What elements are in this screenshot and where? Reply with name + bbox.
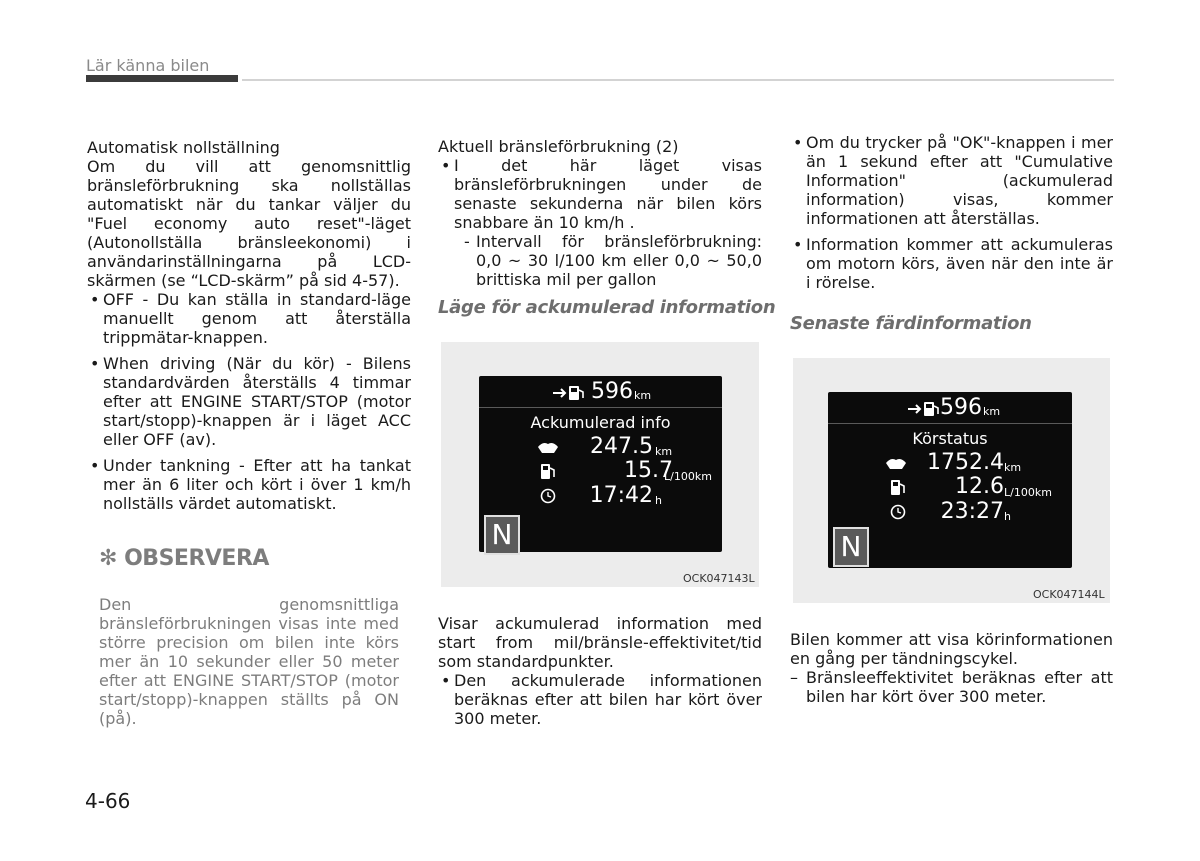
column-3-lower: [790, 630, 1113, 706]
column-1: [87, 138, 411, 513]
cluster-display: [828, 392, 1072, 568]
list-item: • OFF - Du kan ställa in standard-läge manuellt genom att återställa trippmätar-knappen.: [87, 290, 411, 347]
note-text: Den genomsnittliga bränsleförbrukningen visas inte med större precision om bilen inte körs mer än 10 sekunder eller 50 meter efter att ENGINE START/STOP (motor start/stopp)-knappen ställts på ON (på).: [99, 595, 399, 728]
list-item-dash: – Bränsleeffektivitet beräknas efter att bilen har kört över 300 meter.: [790, 668, 1113, 706]
paragraph: Bilen kommer att visa körinformationen en gång per tändningscykel.: [790, 630, 1113, 668]
page-number: 4-66: [85, 789, 131, 813]
distance-unit: km: [655, 445, 673, 458]
column-3: [790, 133, 1113, 292]
list-item: • When driving (När du kör) - Bilens standardvärden återställs 4 timmar efter att ENGINE START/STOP (motor start/stopp)-knappen är i läget ACC eller OFF (av).: [87, 354, 411, 449]
range-unit: km: [634, 389, 652, 402]
paragraph: Visar ackumulerad information med start from mil/bränsle-effektivitet/tid som standardpunkter.: [438, 614, 762, 671]
range-unit: km: [983, 405, 1001, 418]
range-value: 596: [591, 379, 633, 404]
note-title: [99, 546, 269, 571]
distance-unit: km: [1004, 461, 1022, 474]
paragraph: Om du vill att genomsnittlig bränsleförbrukning ska nollställas automatiskt när du tankar väljer du "Fuel economy auto reset"-läget (Autonollställa bränsleekonomi) i användarinställningarna på LCD-skärmen (se “LCD-skärm” på sid 4-57).: [87, 157, 411, 290]
display-title: Ackumulerad info: [530, 413, 671, 432]
figure-code: OCK047143L: [683, 572, 755, 585]
range-row: [828, 392, 1072, 424]
list-item: • I det här läget visas bränsleförbrukningen under de senaste sekunderna när bilen körs snabbare än 10 km/h .: [438, 156, 762, 232]
list-item-dash: - Intervall för bränsleförbrukning: 0,0 ~ 30 l/100 km eller 0,0 ~ 50,0 brittiska mil per gallon: [438, 232, 762, 289]
section-title-recent-trip: Senaste färdinformation: [790, 313, 1032, 334]
column-2-lower: [438, 614, 762, 728]
list-item: • Information kommer att ackumuleras om motorn körs, även när den inte är i rörelse.: [790, 235, 1113, 292]
gear-indicator: N: [833, 527, 869, 567]
clock-icon: [540, 488, 556, 504]
distance-icon: [537, 440, 559, 454]
distance-icon: [885, 456, 907, 470]
fuel-pump-icon: [890, 479, 906, 496]
list-item: • Den ackumulerade informationen beräknas efter att bilen har kört över 300 meter.: [438, 671, 762, 728]
fuel-range-icon: [551, 384, 589, 402]
fuel-unit: L/100km: [664, 470, 712, 483]
distance-value: 1752.4: [927, 450, 1004, 475]
note-title-text: OBSERVERA: [124, 546, 269, 571]
list-item: • Under tankning - Efter att ha tankat mer än 6 liter och kört i över 1 km/h nollställs värdet automatiskt.: [87, 456, 411, 513]
range-row: [479, 376, 722, 408]
time-unit: h: [655, 494, 662, 507]
time-unit: h: [1004, 510, 1011, 523]
fuel-value: 15.7: [624, 458, 673, 483]
heading-current-fuel: Aktuell bränsleförbrukning (2): [438, 137, 679, 156]
fuel-value: 12.6: [955, 474, 1004, 499]
heading-auto-reset: Automatisk nollställning: [87, 138, 280, 157]
display-title: Körstatus: [912, 429, 988, 448]
time-value: 17:42: [589, 483, 653, 508]
distance-value: 247.5: [590, 434, 653, 459]
figure-trip-status: [793, 358, 1110, 603]
gear-indicator: N: [484, 515, 520, 555]
fuel-unit: L/100km: [1004, 486, 1052, 499]
clock-icon: [890, 504, 906, 520]
section-header: Lär känna bilen: [86, 56, 210, 75]
header-bar: [86, 75, 238, 82]
fuel-range-icon: [906, 400, 944, 418]
list-item: • Om du trycker på "OK"-knappen i mer än 1 sekund efter att "Cumulative Information" (ackumulerad information) visas, kommer informationen att återställas.: [790, 133, 1113, 228]
cluster-display: [479, 376, 722, 552]
section-title-accumulated: Läge för ackumulerad information: [438, 297, 776, 318]
time-value: 23:27: [940, 499, 1004, 524]
header-rule: [242, 79, 1114, 81]
range-value: 596: [940, 395, 982, 420]
figure-accumulated-info: [441, 342, 759, 587]
figure-code: OCK047144L: [1033, 588, 1105, 601]
asterisk-icon: ✻: [99, 546, 117, 571]
column-2: [438, 137, 762, 289]
fuel-pump-icon: [540, 463, 556, 480]
